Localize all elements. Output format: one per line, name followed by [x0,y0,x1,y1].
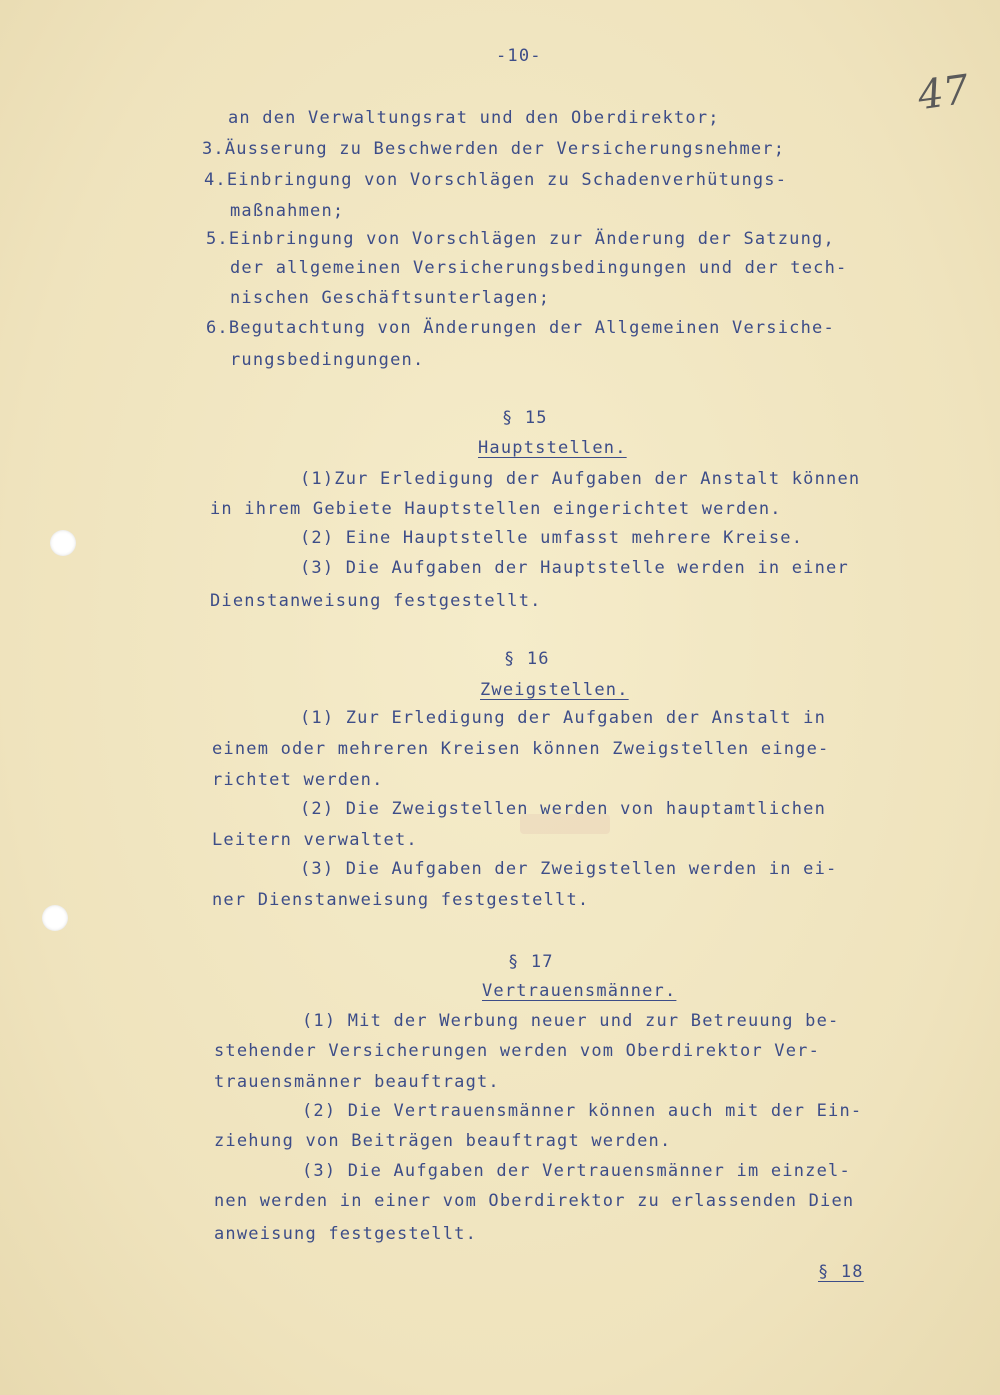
list-line: der allgemeinen Versicherungsbedingungen und der tech- [230,258,848,278]
section-15-line: (1)Zur Erledigung der Aufgaben der Anstalt können [300,469,861,489]
section-16-line: einem oder mehreren Kreisen können Zweigstellen einge- [212,739,830,759]
section-16-line: ner Dienstanweisung festgestellt. [212,890,590,910]
section-17-line: (3) Die Aufgaben der Vertrauensmänner im einzel- [302,1161,851,1181]
list-line: 5.Einbringung von Vorschlägen zur Änderung der Satzung, [206,229,835,249]
list-line: rungsbedingungen. [230,350,425,370]
punch-hole-lower [42,905,68,931]
list-line: 4.Einbringung von Vorschlägen zu Schadenverhütungs- [204,170,788,190]
section-16-line: richtet werden. [212,770,384,790]
section-15-line: (3) Die Aufgaben der Hauptstelle werden in einer [300,558,849,578]
list-line: 3.Äusserung zu Beschwerden der Versicherungsnehmer; [202,139,786,159]
section-17-title: Vertrauensmänner. [482,981,677,1001]
section-16-title: Zweigstellen. [480,680,629,700]
section-17-line: stehender Versicherungen werden vom Oberdirektor Ver- [214,1041,821,1061]
punch-hole-upper [50,530,76,556]
section-15-line: in ihrem Gebiete Hauptstellen eingerichtet werden. [210,499,782,519]
section-17-line: nen werden in einer vom Oberdirektor zu erlassenden Dien [214,1191,855,1211]
section-16-line: (1) Zur Erledigung der Aufgaben der Anstalt in [300,708,827,728]
list-line: 6.Begutachtung von Änderungen der Allgemeinen Versiche- [206,318,835,338]
section-16-line: Leitern verwaltet. [212,830,418,850]
list-line: maßnahmen; [230,201,345,221]
list-line: nischen Geschäftsunterlagen; [230,288,551,308]
section-16-number: § 16 [504,649,550,669]
handwritten-page-number: 47 [915,66,972,120]
section-17-number: § 17 [508,952,554,972]
section-15-title: Hauptstellen. [478,438,627,458]
faint-stamp [520,814,610,834]
section-16-line: (2) Die Zweigstellen werden von hauptamtlichen [300,799,827,819]
list-line: an den Verwaltungsrat und den Oberdirektor; [228,108,720,128]
section-17-line: anweisung festgestellt. [214,1224,478,1244]
section-15-number: § 15 [502,408,548,428]
section-16-line: (3) Die Aufgaben der Zweigstellen werden in ei- [300,859,838,879]
section-15-line: (2) Eine Hauptstelle umfasst mehrere Kreise. [300,528,804,548]
section-17-line: (2) Die Vertrauensmänner können auch mit der Ein- [302,1101,863,1121]
section-15-line: Dienstanweisung festgestellt. [210,591,542,611]
page-number: -10- [496,46,542,66]
section-17-line: (1) Mit der Werbung neuer und zur Betreuung be- [302,1011,840,1031]
section-17-line: trauensmänner beauftragt. [214,1072,500,1092]
next-section-catchword: § 18 [818,1262,864,1282]
section-17-line: ziehung von Beiträgen beauftragt werden. [214,1131,672,1151]
